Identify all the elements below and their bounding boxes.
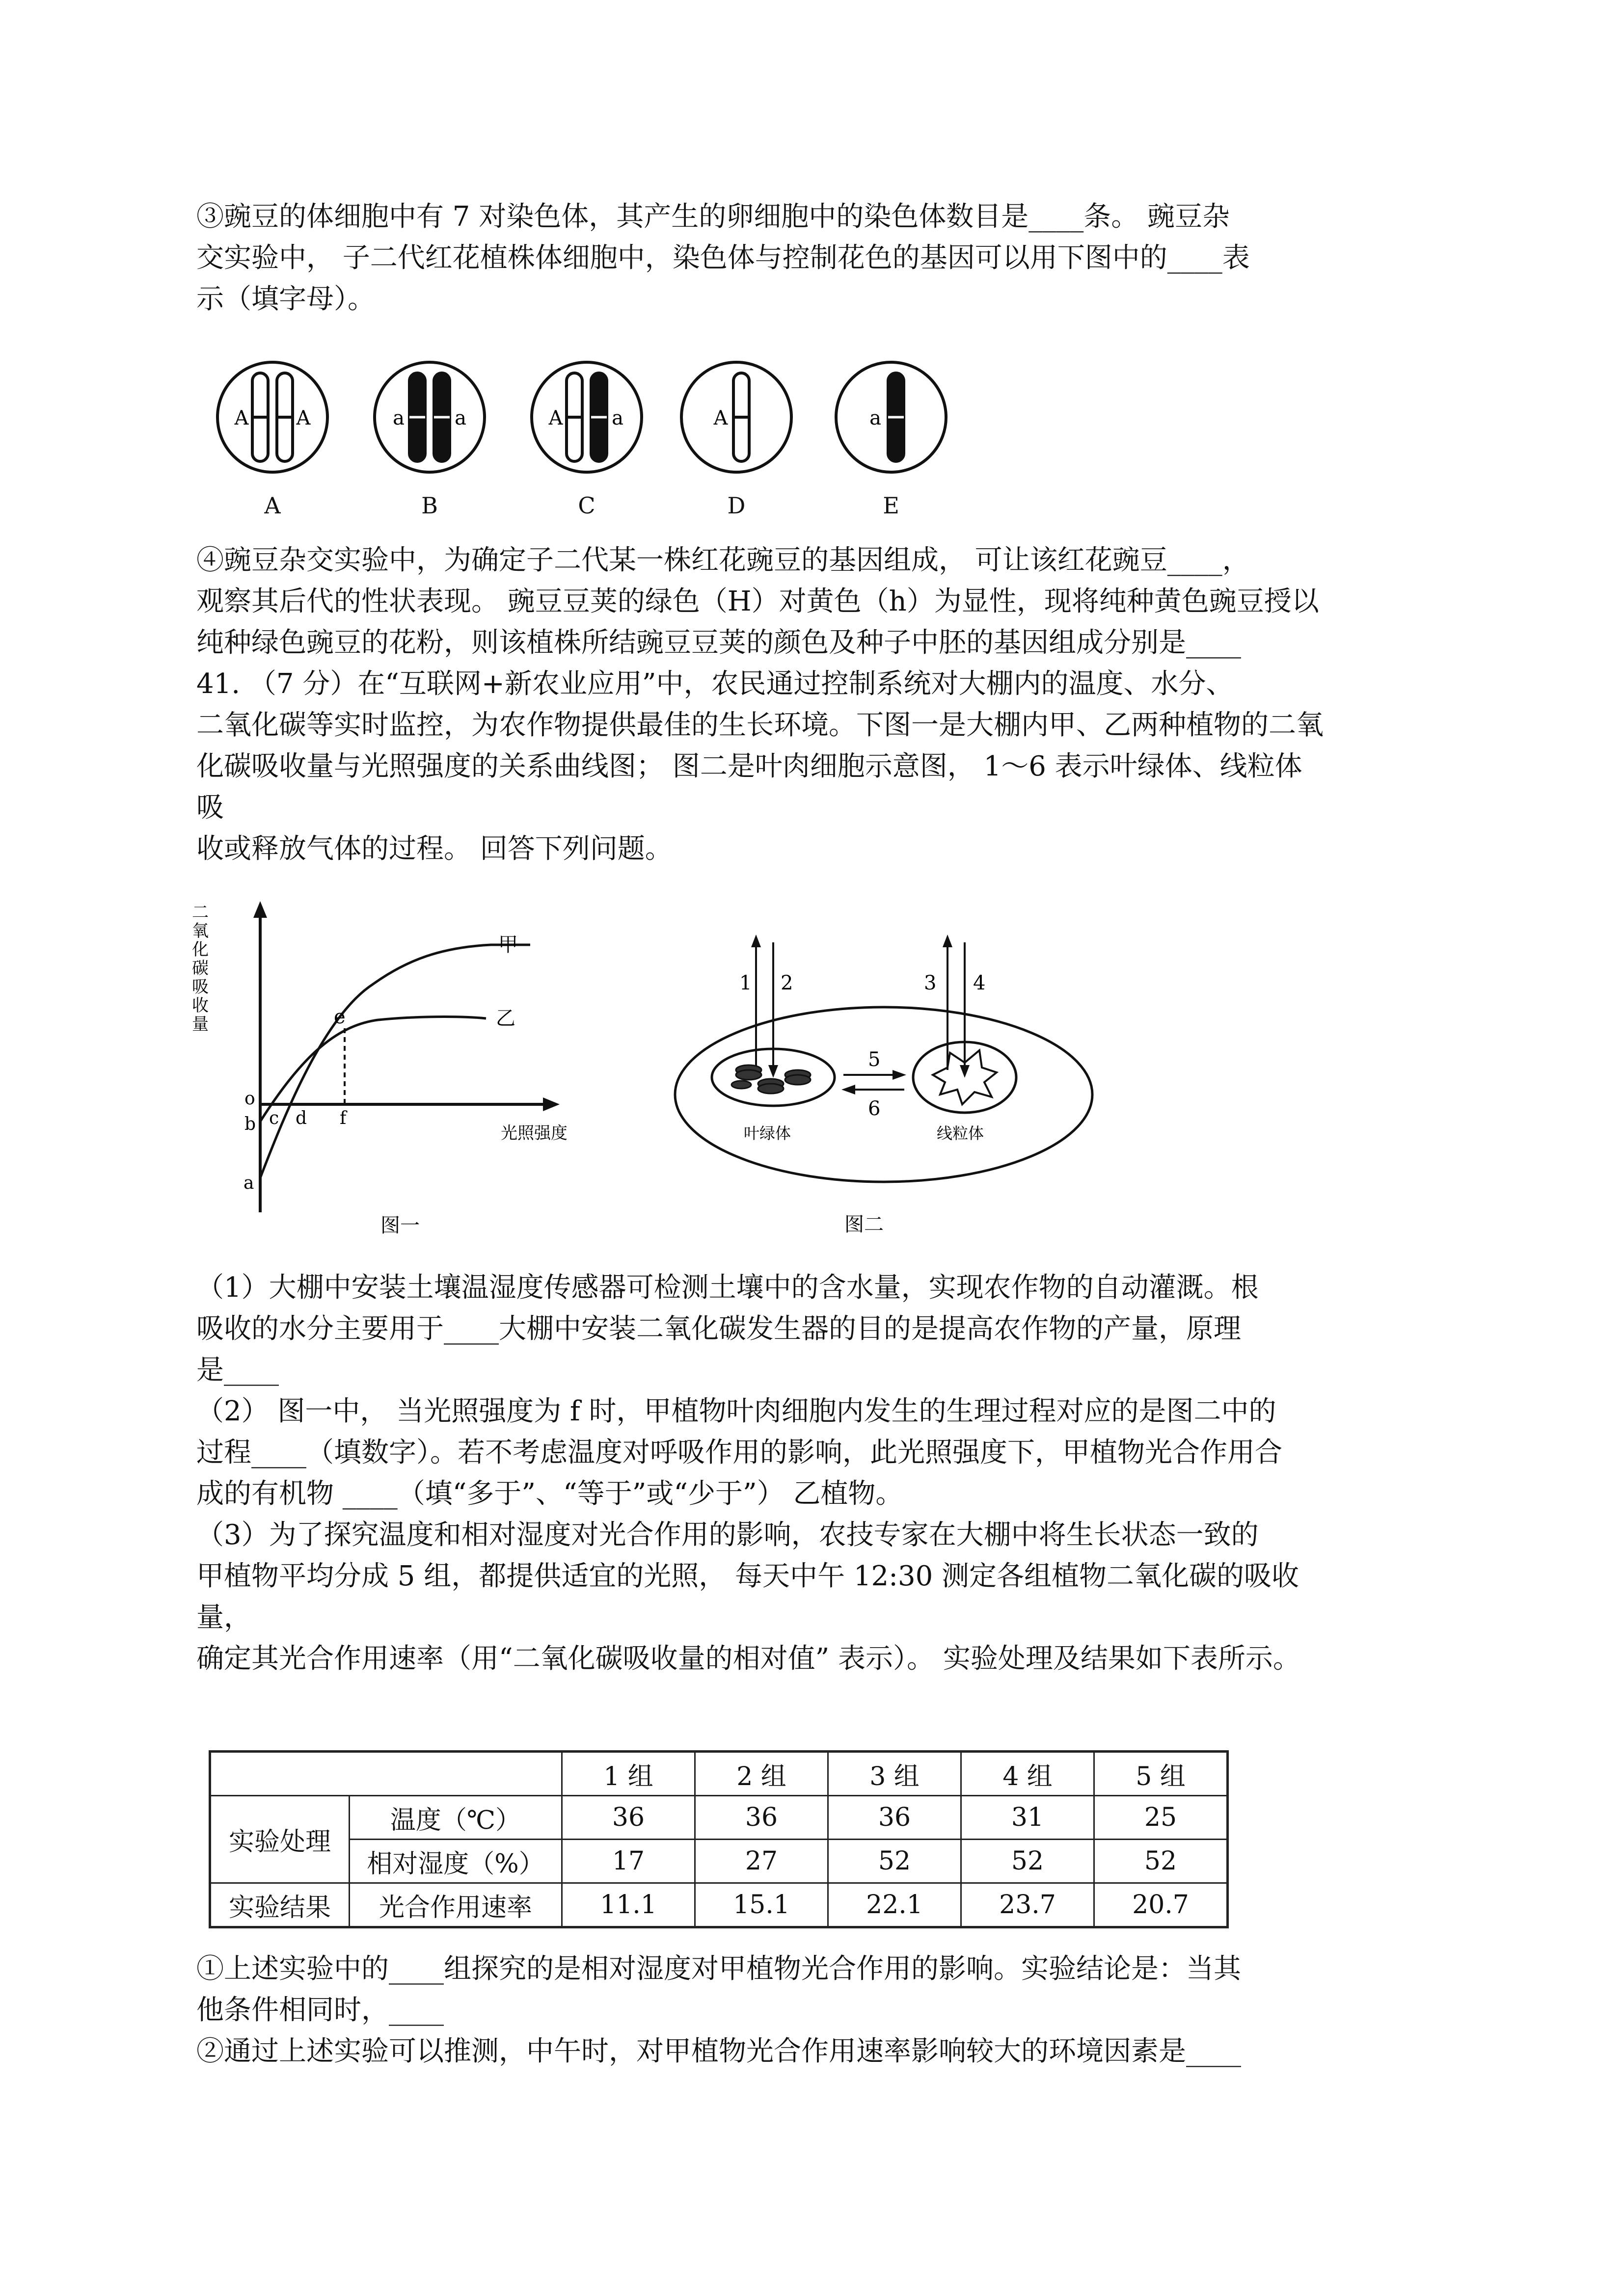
figure-2-caption: 图二 xyxy=(844,1213,884,1236)
table-cell: 17 xyxy=(562,1840,695,1883)
option-letter-d: D xyxy=(727,492,746,519)
q41-part3-line1: （3）为了探究温度和相对湿度对光合作用的影响，农技专家在大棚中将生长状态一致的 xyxy=(196,1519,1259,1551)
table-cell: 52 xyxy=(961,1840,1094,1883)
table-header-cell: 4 组 xyxy=(961,1752,1094,1796)
q41-intro-line1: 41. （7 分）在“互联网+新农业应用”中，农民通过控制系统对大棚内的温度、水分、 xyxy=(196,668,1234,700)
table-cell: 23.7 xyxy=(961,1883,1094,1927)
q40-part3-line1: ③豌豆的体细胞中有 7 对染色体，其产生的卵细胞中的染色体数目是____条。 豌豆杂 xyxy=(196,201,1230,233)
svg-text:氧: 氧 xyxy=(192,921,209,941)
q41-sub1-line1: ①上述实验中的____组探究的是相对湿度对甲植物光合作用的影响。实验结论是：当其 xyxy=(196,1953,1241,1985)
gene-label: A xyxy=(234,407,249,429)
row-group-label: 实验处理 xyxy=(210,1796,350,1883)
arrow-label-6: 6 xyxy=(868,1097,881,1120)
q41-intro-line4: 吸 xyxy=(196,792,224,824)
curve-label-yi: 乙 xyxy=(496,1007,515,1030)
figure-2-mesophyll-cell xyxy=(668,928,1110,1242)
q41-part2-line2: 过程____（填数字）。若不考虑温度对呼吸作用的影响，此光照强度下，甲植物光合作用合 xyxy=(196,1437,1282,1468)
option-letter-e: E xyxy=(883,492,899,519)
q41-part3-line3: 量， xyxy=(196,1602,251,1633)
y-axis-label xyxy=(192,903,209,1034)
q40-part3-line2: 交实验中， 子二代红花植株体细胞中，染色体与控制花色的基因可以用下图中的____表 xyxy=(196,242,1250,274)
point-b: b xyxy=(244,1114,256,1134)
table-header-cell: 5 组 xyxy=(1094,1752,1228,1796)
experiment-table xyxy=(209,1750,1229,1928)
row-group-label: 实验结果 xyxy=(210,1883,350,1927)
table-cell: 11.1 xyxy=(562,1883,695,1927)
table-header-cell: 2 组 xyxy=(695,1752,828,1796)
arrow-label-3: 3 xyxy=(924,972,937,994)
svg-text:收: 收 xyxy=(192,996,209,1015)
q41-intro-line5: 收或释放气体的过程。 回答下列问题。 xyxy=(196,833,673,865)
q40-part3-line3: 示（填字母）。 xyxy=(196,283,375,315)
table-cell: 36 xyxy=(695,1796,828,1840)
figure-1-co2-curve xyxy=(187,898,619,1242)
table-cell: 31 xyxy=(961,1796,1094,1840)
svg-text:量: 量 xyxy=(192,1015,209,1034)
q41-part2-line3: 成的有机物 ____（填“多于”、“等于”或“少于”） 乙植物。 xyxy=(196,1478,903,1510)
point-d: d xyxy=(296,1108,307,1128)
q41-intro-line3: 化碳吸收量与光照强度的关系曲线图； 图二是叶肉细胞示意图， 1～6 表示叶绿体、线粒体 xyxy=(196,750,1302,782)
chromosome-option-e xyxy=(836,362,946,472)
q41-part3-line2: 甲植物平均分成 5 组，都提供适宜的光照， 每天中午 12:30 测定各组植物二氧化碳的吸收 xyxy=(196,1560,1299,1592)
svg-text:碳: 碳 xyxy=(192,959,209,978)
chromosome-option-b xyxy=(375,362,485,472)
row-label: 光合作用速率 xyxy=(350,1883,562,1927)
arrow-label-5: 5 xyxy=(868,1048,881,1071)
point-a: a xyxy=(244,1173,254,1193)
table-cell: 20.7 xyxy=(1094,1883,1228,1927)
row-label: 相对湿度（%） xyxy=(350,1840,562,1883)
option-letter-a: A xyxy=(264,492,281,519)
table-row xyxy=(210,1840,1228,1883)
table-header-cell: 3 组 xyxy=(828,1752,961,1796)
q41-sub1-line2: 他条件相同时，____ xyxy=(196,1994,444,2026)
table-header-cell: 1 组 xyxy=(562,1752,695,1796)
table-cell: 25 xyxy=(1094,1796,1228,1840)
svg-text:化: 化 xyxy=(192,940,209,960)
table-header-row xyxy=(210,1752,1228,1796)
arrow-label-1: 1 xyxy=(739,972,752,994)
curve-jia xyxy=(260,945,530,1178)
q41-part2-line1: （2） 图一中， 当光照强度为 f 时，甲植物叶肉细胞内发生的生理过程对应的是图二中的 xyxy=(196,1395,1276,1427)
svg-text:吸: 吸 xyxy=(192,977,209,997)
q41-part1-line3: 是____ xyxy=(196,1354,279,1386)
gene-label: A xyxy=(548,407,563,429)
table-cell: 36 xyxy=(562,1796,695,1840)
point-o: o xyxy=(244,1089,255,1109)
table-cell: 36 xyxy=(828,1796,961,1840)
table-cell: 52 xyxy=(828,1840,961,1883)
q40-part4-line1: ④豌豆杂交实验中，为确定子二代某一株红花豌豆的基因组成， 可让该红花豌豆____， xyxy=(196,544,1250,576)
q40-part4-line2: 观察其后代的性状表现。 豌豆豆荚的绿色（H）对黄色（h）为显性，现将纯种黄色豌豆授以 xyxy=(196,586,1319,617)
figure-1-caption: 图一 xyxy=(380,1214,420,1237)
svg-text:二: 二 xyxy=(192,903,209,922)
q41-part1-line1: （1）大棚中安装土壤温湿度传感器可检测土壤中的含水量，实现农作物的自动灌溉。根 xyxy=(196,1272,1259,1304)
chromosome-option-a xyxy=(217,362,327,472)
table-cell: 22.1 xyxy=(828,1883,961,1927)
point-c: c xyxy=(269,1108,279,1128)
row-label: 温度（℃） xyxy=(350,1796,562,1840)
arrow-label-4: 4 xyxy=(973,972,986,994)
gene-label: a xyxy=(393,407,405,429)
gene-label: a xyxy=(612,407,623,429)
chromosome-option-c xyxy=(532,362,642,472)
table-row xyxy=(210,1883,1228,1927)
gene-label: a xyxy=(455,407,466,429)
cell-outline xyxy=(675,1007,1092,1182)
option-letter-b: B xyxy=(421,492,438,519)
q41-intro-line2: 二氧化碳等实时监控，为农作物提供最佳的生长环境。下图一是大棚内甲、乙两种植物的二氧 xyxy=(196,709,1324,741)
q41-part1-line2: 吸收的水分主要用于____大棚中安装二氧化碳发生器的目的是提高农作物的产量，原理 xyxy=(196,1313,1241,1345)
chloroplast-label: 叶绿体 xyxy=(744,1124,791,1143)
q41-sub2-line1: ②通过上述实验可以推测，中午时，对甲植物光合作用速率影响较大的环境因素是____ xyxy=(196,2035,1241,2067)
point-e: e xyxy=(334,1006,346,1028)
q41-part3-line4: 确定其光合作用速率（用“二氧化碳吸收量的相对值” 表示）。 实验处理及结果如下表所示。 xyxy=(196,1643,1300,1675)
curve-label-jia: 甲 xyxy=(498,934,518,956)
gene-label: A xyxy=(713,407,728,429)
gene-label: A xyxy=(296,407,311,429)
point-f: f xyxy=(340,1108,347,1128)
option-letter-c: C xyxy=(578,492,595,519)
q40-part4-line3: 纯种绿色豌豆的花粉，则该植株所结豌豆豆荚的颜色及种子中胚的基因组成分别是____ xyxy=(196,627,1241,659)
chromosome-option-d xyxy=(681,362,791,472)
table-cell: 27 xyxy=(695,1840,828,1883)
chromosome-options-figure xyxy=(206,351,972,493)
arrow-label-2: 2 xyxy=(781,972,793,994)
table-cell: 52 xyxy=(1094,1840,1228,1883)
x-axis-label: 光照强度 xyxy=(501,1123,568,1143)
table-row xyxy=(210,1796,1228,1840)
gene-label: a xyxy=(869,407,881,429)
mitochondrion-label: 线粒体 xyxy=(937,1124,984,1143)
table-cell: 15.1 xyxy=(695,1883,828,1927)
